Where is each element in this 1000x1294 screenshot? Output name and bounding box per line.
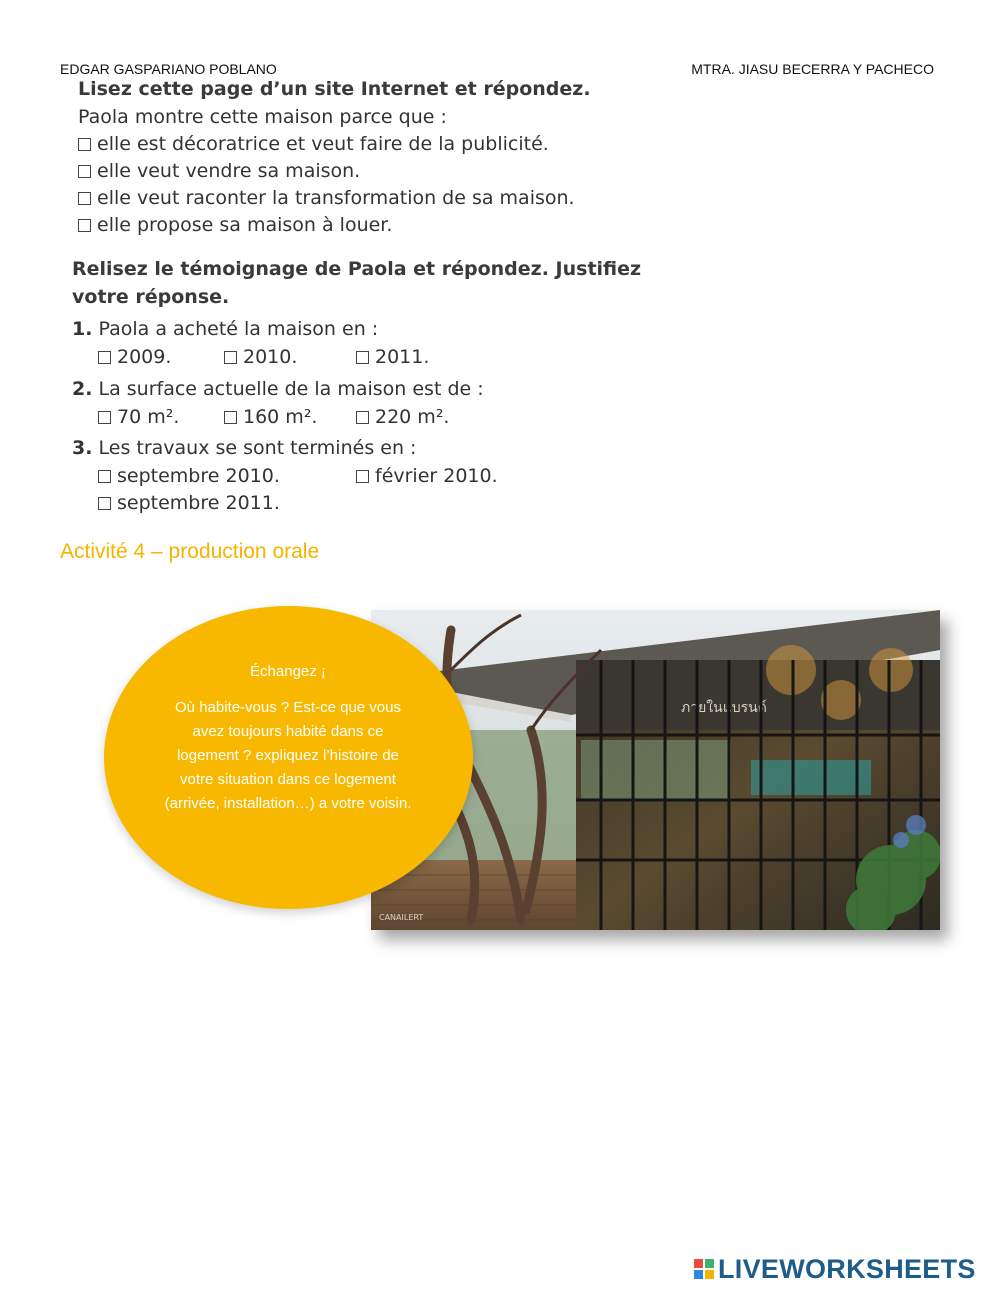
exercise-scan [70, 76, 642, 521]
question-1-option: 2011. [356, 346, 429, 368]
checkbox[interactable] [224, 351, 237, 364]
student-name: EDGAR GASPARIANO POBLANO [60, 61, 277, 77]
liveworksheets-logo [694, 1254, 976, 1284]
bubble-body: Où habite-vous ? Est-ce que vous avez toujours habité dans ce logement ? expliquez l’histoire de votre situation dans ce logement (arrivée, installation…) a votre voisin. [164, 699, 412, 812]
logo-text: LIVEWORKSHEETS [718, 1253, 976, 1284]
part1-option: elle veut raconter la transformation de sa maison. [78, 187, 575, 209]
question-1-option: 2009. [98, 346, 171, 368]
checkbox[interactable] [98, 497, 111, 510]
question-2-option: 160 m². [224, 406, 317, 428]
part2-instruction: votre réponse. [72, 286, 230, 308]
question-3-option: septembre 2011. [98, 492, 280, 514]
checkbox[interactable] [78, 165, 91, 178]
part2-instruction: Relisez le témoignage de Paola et répondez. Justifiez [72, 258, 642, 280]
activity-title: Activité 4 – production orale [60, 540, 320, 563]
question-1: 1. Paola a acheté la maison en : [72, 318, 379, 340]
checkbox[interactable] [356, 470, 369, 483]
checkbox[interactable] [98, 411, 111, 424]
question-2-option: 220 m². [356, 406, 449, 428]
checkbox[interactable] [78, 138, 91, 151]
checkbox[interactable] [78, 219, 91, 232]
checkbox[interactable] [98, 470, 111, 483]
question-2: 2. La surface actuelle de la maison est de : [72, 378, 484, 400]
part1-option: elle est décoratrice et veut faire de la publicité. [78, 133, 549, 155]
checkbox[interactable] [78, 192, 91, 205]
part1-question: Paola montre cette maison parce que : [78, 106, 447, 128]
photo-watermark: CANAILERT [379, 913, 424, 922]
question-3: 3. Les travaux se sont terminés en : [72, 437, 417, 459]
checkbox[interactable] [98, 351, 111, 364]
question-3-option: février 2010. [356, 465, 498, 487]
bubble-text [160, 660, 416, 816]
storefront-sign: ภายในแบรนด์ [681, 700, 767, 716]
teacher-name: MTRA. JIASU BECERRA Y PACHECO [691, 61, 934, 77]
part1-option: elle veut vendre sa maison. [78, 160, 360, 182]
logo-icon [694, 1259, 714, 1279]
checkbox[interactable] [356, 411, 369, 424]
checkbox[interactable] [356, 351, 369, 364]
bubble-title: Échangez ¡ [250, 663, 326, 680]
checkbox[interactable] [224, 411, 237, 424]
question-2-option: 70 m². [98, 406, 179, 428]
question-1-option: 2010. [224, 346, 297, 368]
question-3-option: septembre 2010. [98, 465, 280, 487]
part1-option: elle propose sa maison à louer. [78, 214, 392, 236]
part1-instruction: Lisez cette page d’un site Internet et répondez. [78, 78, 591, 100]
